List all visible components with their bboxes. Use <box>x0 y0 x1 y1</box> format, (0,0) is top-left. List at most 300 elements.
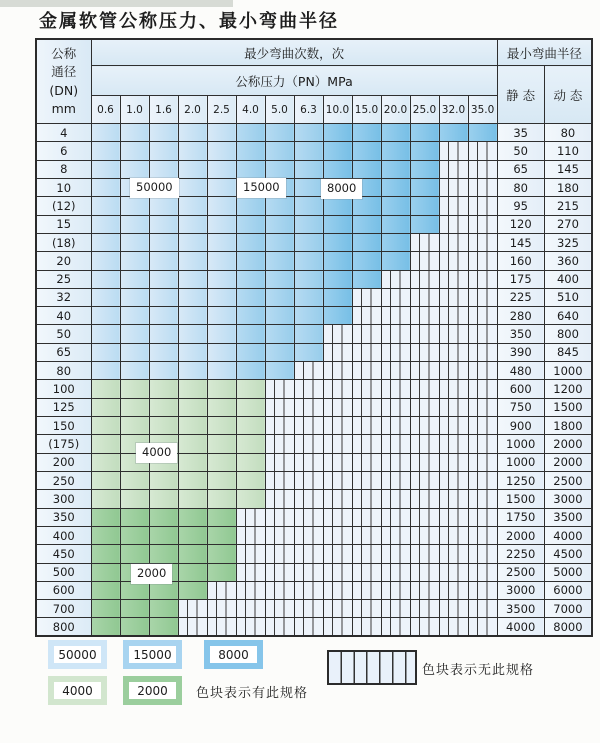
no-spec-cell <box>323 526 352 544</box>
no-spec-cell <box>468 453 497 471</box>
spec-cell <box>323 124 352 142</box>
spec-cell <box>236 160 265 178</box>
dn-cell: 50 <box>36 325 91 343</box>
spec-cell <box>323 307 352 325</box>
spec-cell <box>149 581 178 599</box>
no-spec-cell <box>381 453 410 471</box>
dn-header-line: 通径 <box>51 64 77 80</box>
spec-cell <box>352 124 381 142</box>
pressure-tick: 20.0 <box>381 96 410 124</box>
dn-cell: 450 <box>36 545 91 563</box>
static-radius-cell: 160 <box>497 252 544 270</box>
dn-cell: (12) <box>36 197 91 215</box>
no-spec-cell <box>381 343 410 361</box>
no-spec-cell <box>468 435 497 453</box>
spec-cell <box>207 307 236 325</box>
table-row <box>36 197 592 215</box>
no-spec-cell <box>439 197 468 215</box>
no-spec-cell <box>178 600 207 618</box>
no-spec-cell <box>323 600 352 618</box>
pressure-tick: 2.0 <box>178 96 207 124</box>
dynamic-radius-cell: 2500 <box>544 471 592 489</box>
no-spec-cell <box>323 471 352 489</box>
dn-cell: 4 <box>36 124 91 142</box>
spec-cell <box>265 142 294 160</box>
static-radius-cell: 3000 <box>497 581 544 599</box>
no-spec-cell <box>236 563 265 581</box>
spec-cell <box>236 380 265 398</box>
spec-cell <box>294 270 323 288</box>
no-spec-cell <box>236 545 265 563</box>
no-spec-cell <box>439 581 468 599</box>
spec-cell <box>236 471 265 489</box>
spec-cell <box>207 490 236 508</box>
static-radius-cell: 350 <box>497 325 544 343</box>
spec-cell <box>294 124 323 142</box>
no-spec-cell <box>352 563 381 581</box>
no-spec-cell <box>323 435 352 453</box>
no-spec-cell <box>323 545 352 563</box>
spec-cell <box>178 453 207 471</box>
dynamic-radius-cell: 360 <box>544 252 592 270</box>
no-spec-cell <box>265 600 294 618</box>
spec-cell <box>120 270 149 288</box>
spec-cell <box>120 526 149 544</box>
no-spec-cell <box>294 380 323 398</box>
no-spec-cell <box>236 581 265 599</box>
no-spec-cell <box>410 233 439 251</box>
spec-cell <box>149 197 178 215</box>
spec-cell <box>294 215 323 233</box>
no-spec-cell <box>352 435 381 453</box>
spec-cell <box>207 563 236 581</box>
table-row <box>36 508 592 526</box>
dynamic-radius-cell: 4500 <box>544 545 592 563</box>
no-spec-cell <box>439 453 468 471</box>
pressure-tick: 2.5 <box>207 96 236 124</box>
static-radius-cell: 480 <box>497 362 544 380</box>
no-spec-cell <box>410 618 439 636</box>
dynamic-radius-cell: 845 <box>544 343 592 361</box>
spec-cell <box>178 178 207 196</box>
spec-cell <box>265 233 294 251</box>
no-spec-cell <box>410 435 439 453</box>
no-spec-cell <box>381 398 410 416</box>
no-spec-cell <box>265 380 294 398</box>
table-row <box>36 453 592 471</box>
no-spec-cell <box>468 545 497 563</box>
spec-cell <box>120 197 149 215</box>
no-spec-cell <box>294 471 323 489</box>
no-spec-cell <box>439 380 468 398</box>
dn-cell: 125 <box>36 398 91 416</box>
no-spec-cell <box>352 343 381 361</box>
spec-cell <box>265 215 294 233</box>
no-spec-cell <box>265 618 294 636</box>
no-spec-cell <box>236 618 265 636</box>
legend-swatch-8000: 8000 <box>204 640 263 669</box>
pressure-group-header: 公称压力（PN）MPa <box>91 66 497 96</box>
no-spec-cell <box>468 270 497 288</box>
no-spec-cell <box>323 508 352 526</box>
dn-cell: 100 <box>36 380 91 398</box>
spec-cell <box>178 270 207 288</box>
no-spec-cell <box>381 563 410 581</box>
no-spec-cell <box>294 545 323 563</box>
spec-cell <box>91 343 120 361</box>
spec-cell <box>91 508 120 526</box>
spec-cell <box>120 618 149 636</box>
spec-cell <box>149 380 178 398</box>
spec-cell <box>381 215 410 233</box>
spec-cell <box>178 380 207 398</box>
no-spec-cell <box>468 417 497 435</box>
static-radius-cell: 280 <box>497 307 544 325</box>
spec-cell <box>381 178 410 196</box>
spec-cell <box>91 380 120 398</box>
no-spec-cell <box>468 307 497 325</box>
no-spec-cell <box>468 197 497 215</box>
spec-cell <box>178 581 207 599</box>
spec-cell <box>91 197 120 215</box>
no-spec-cell <box>468 178 497 196</box>
static-radius-cell: 120 <box>497 215 544 233</box>
spec-cell <box>207 197 236 215</box>
no-spec-cell <box>323 417 352 435</box>
no-spec-cell <box>439 160 468 178</box>
spec-cell <box>178 435 207 453</box>
dynamic-radius-cell: 1800 <box>544 417 592 435</box>
spec-cell <box>120 417 149 435</box>
no-spec-cell <box>410 490 439 508</box>
no-spec-cell <box>410 471 439 489</box>
no-spec-cell <box>439 178 468 196</box>
spec-cell <box>178 325 207 343</box>
spec-cell <box>178 417 207 435</box>
spec-cell <box>120 233 149 251</box>
spec-cell <box>149 600 178 618</box>
spec-cell <box>91 581 120 599</box>
dn-header-line: (DN) <box>49 82 79 98</box>
no-spec-cell <box>294 362 323 380</box>
no-spec-cell <box>410 380 439 398</box>
no-spec-cell <box>468 398 497 416</box>
static-radius-cell: 600 <box>497 380 544 398</box>
no-spec-cell <box>352 417 381 435</box>
spec-cell <box>265 343 294 361</box>
dn-cell: 8 <box>36 160 91 178</box>
spec-cell <box>294 233 323 251</box>
page-title: 金属软管公称压力、最小弯曲半径 <box>39 11 339 32</box>
dynamic-radius-cell: 215 <box>544 197 592 215</box>
no-spec-cell <box>352 307 381 325</box>
zone-cycles-label: 2000 <box>131 564 172 584</box>
zone-cycles-label: 4000 <box>136 443 177 463</box>
spec-cell <box>294 252 323 270</box>
dynamic-radius-cell: 325 <box>544 233 592 251</box>
no-spec-cell <box>410 270 439 288</box>
spec-cell <box>178 545 207 563</box>
spec-cell <box>207 362 236 380</box>
no-spec-cell <box>265 581 294 599</box>
spec-cell <box>381 233 410 251</box>
dynamic-radius-cell: 110 <box>544 142 592 160</box>
dn-cell: 600 <box>36 581 91 599</box>
spec-cell <box>178 288 207 306</box>
table-row <box>36 142 592 160</box>
spec-cell <box>236 362 265 380</box>
spec-cell <box>410 142 439 160</box>
static-radius-cell: 2500 <box>497 563 544 581</box>
spec-cell <box>207 508 236 526</box>
dynamic-radius-cell: 4000 <box>544 526 592 544</box>
no-spec-cell <box>265 398 294 416</box>
no-spec-cell <box>439 325 468 343</box>
pressure-tick: 1.0 <box>120 96 149 124</box>
static-radius-cell: 65 <box>497 160 544 178</box>
spec-cell <box>91 618 120 636</box>
no-spec-cell <box>468 160 497 178</box>
dynamic-radius-cell: 400 <box>544 270 592 288</box>
no-spec-cell <box>468 252 497 270</box>
dn-cell: 65 <box>36 343 91 361</box>
table-row <box>36 581 592 599</box>
no-spec-cell <box>207 581 236 599</box>
table-row <box>36 600 592 618</box>
spec-cell <box>323 233 352 251</box>
pressure-tick: 35.0 <box>468 96 497 124</box>
spec-cell <box>178 490 207 508</box>
table-row <box>36 160 592 178</box>
spec-cell <box>91 215 120 233</box>
no-spec-cell <box>410 417 439 435</box>
no-spec-cell <box>468 508 497 526</box>
spec-cell <box>91 325 120 343</box>
spec-cell <box>294 178 323 196</box>
spec-cell <box>323 142 352 160</box>
dynamic-radius-cell: 3500 <box>544 508 592 526</box>
spec-cell <box>120 215 149 233</box>
spec-cell <box>352 252 381 270</box>
pressure-tick: 4.0 <box>236 96 265 124</box>
spec-cell <box>207 178 236 196</box>
dn-cell: (175) <box>36 435 91 453</box>
no-spec-cell <box>352 471 381 489</box>
no-spec-cell <box>468 471 497 489</box>
dynamic-radius-cell: 640 <box>544 307 592 325</box>
no-spec-cell <box>352 398 381 416</box>
dn-header-line: 公称 <box>51 46 77 62</box>
no-spec-cell <box>294 618 323 636</box>
spec-cell <box>178 252 207 270</box>
dn-cell: 300 <box>36 490 91 508</box>
static-radius-cell: 390 <box>497 343 544 361</box>
static-radius-cell: 50 <box>497 142 544 160</box>
dynamic-header: 动 态 <box>544 66 592 124</box>
dn-cell: 32 <box>36 288 91 306</box>
spec-cell <box>410 160 439 178</box>
no-spec-cell <box>439 307 468 325</box>
no-spec-cell <box>294 600 323 618</box>
spec-cell <box>265 307 294 325</box>
table-row <box>36 563 592 581</box>
no-spec-cell <box>410 526 439 544</box>
static-radius-cell: 1000 <box>497 435 544 453</box>
no-spec-cell <box>439 252 468 270</box>
spec-cell <box>323 252 352 270</box>
spec-cell <box>265 270 294 288</box>
dynamic-radius-cell: 1500 <box>544 398 592 416</box>
no-spec-cell <box>323 453 352 471</box>
spec-cell <box>207 142 236 160</box>
spec-cell <box>91 600 120 618</box>
no-spec-cell <box>381 471 410 489</box>
no-spec-cell <box>439 508 468 526</box>
table-row <box>36 471 592 489</box>
spec-cell <box>91 435 120 453</box>
dynamic-radius-cell: 6000 <box>544 581 592 599</box>
no-spec-cell <box>323 581 352 599</box>
spec-cell <box>236 233 265 251</box>
dn-header-line: mm <box>51 100 76 116</box>
spec-cell <box>120 380 149 398</box>
zone-cycles-label: 50000 <box>130 178 179 198</box>
spec-cell <box>236 270 265 288</box>
spec-cell <box>236 343 265 361</box>
spec-cell <box>178 233 207 251</box>
dn-cell: 500 <box>36 563 91 581</box>
pressure-tick: 32.0 <box>439 96 468 124</box>
dynamic-radius-cell: 2000 <box>544 453 592 471</box>
no-spec-cell <box>352 600 381 618</box>
spec-cell <box>178 307 207 325</box>
no-spec-cell <box>265 508 294 526</box>
no-spec-cell <box>294 435 323 453</box>
no-spec-cell <box>410 288 439 306</box>
spec-cell <box>149 160 178 178</box>
static-radius-cell: 1250 <box>497 471 544 489</box>
no-spec-cell <box>294 490 323 508</box>
spec-cell <box>410 197 439 215</box>
dn-header-cell <box>36 39 91 124</box>
no-spec-cell <box>439 215 468 233</box>
spec-cell <box>149 618 178 636</box>
spec-cell <box>294 325 323 343</box>
no-spec-cell <box>410 508 439 526</box>
spec-cell <box>207 252 236 270</box>
no-spec-cell <box>468 526 497 544</box>
no-spec-cell <box>381 288 410 306</box>
dynamic-radius-cell: 1200 <box>544 380 592 398</box>
spec-cell <box>91 545 120 563</box>
spec-cell <box>91 398 120 416</box>
no-spec-cell <box>381 362 410 380</box>
static-radius-cell: 1750 <box>497 508 544 526</box>
spec-cell <box>178 197 207 215</box>
spec-cell <box>149 215 178 233</box>
spec-cell <box>207 545 236 563</box>
no-spec-cell <box>265 471 294 489</box>
spec-cell <box>149 471 178 489</box>
no-spec-cell <box>265 417 294 435</box>
spec-cell <box>120 600 149 618</box>
pressure-tick: 5.0 <box>265 96 294 124</box>
no-spec-cell <box>352 288 381 306</box>
table-row <box>36 526 592 544</box>
no-spec-cell <box>352 380 381 398</box>
spec-cell <box>149 508 178 526</box>
spec-cell <box>149 288 178 306</box>
spec-cell <box>352 160 381 178</box>
spec-cell <box>352 197 381 215</box>
spec-cell <box>207 453 236 471</box>
dn-cell: (18) <box>36 233 91 251</box>
table-row <box>36 435 592 453</box>
dynamic-radius-cell: 1000 <box>544 362 592 380</box>
no-spec-cell <box>439 343 468 361</box>
legend-swatch-2000: 2000 <box>123 676 182 705</box>
no-spec-cell <box>323 325 352 343</box>
spec-cell <box>91 124 120 142</box>
dn-cell: 400 <box>36 526 91 544</box>
dynamic-radius-cell: 5000 <box>544 563 592 581</box>
table-row <box>36 233 592 251</box>
spec-cell <box>265 362 294 380</box>
dynamic-radius-cell: 7000 <box>544 600 592 618</box>
spec-cell <box>178 471 207 489</box>
no-spec-cell <box>381 270 410 288</box>
spec-cell <box>236 490 265 508</box>
dynamic-radius-cell: 8000 <box>544 618 592 636</box>
spec-cell <box>207 270 236 288</box>
no-spec-cell <box>381 618 410 636</box>
spec-cell <box>120 545 149 563</box>
no-spec-cell <box>468 600 497 618</box>
legend-no-spec-swatch <box>327 650 417 685</box>
spec-cell <box>91 288 120 306</box>
spec-cell <box>149 490 178 508</box>
no-spec-cell <box>294 563 323 581</box>
static-radius-cell: 900 <box>497 417 544 435</box>
pressure-tick: 1.6 <box>149 96 178 124</box>
spec-cell <box>149 124 178 142</box>
spec-cell <box>91 270 120 288</box>
no-spec-cell <box>468 380 497 398</box>
static-radius-cell: 750 <box>497 398 544 416</box>
no-spec-cell <box>352 545 381 563</box>
spec-cell <box>207 160 236 178</box>
spec-cell <box>236 307 265 325</box>
static-radius-cell: 175 <box>497 270 544 288</box>
spec-cell <box>178 142 207 160</box>
table-row <box>36 307 592 325</box>
legend-swatch-15000: 15000 <box>123 640 182 669</box>
spec-cell <box>323 160 352 178</box>
table-row <box>36 288 592 306</box>
spec-cell <box>265 160 294 178</box>
table-row <box>36 215 592 233</box>
no-spec-cell <box>439 288 468 306</box>
spec-cell <box>265 288 294 306</box>
no-spec-cell <box>352 526 381 544</box>
dynamic-radius-cell: 180 <box>544 178 592 196</box>
legend-has-spec-text: 色块表示有此规格 <box>196 686 309 701</box>
spec-cell <box>439 124 468 142</box>
spec-cell <box>178 398 207 416</box>
no-spec-cell <box>265 545 294 563</box>
no-spec-cell <box>410 343 439 361</box>
spec-cell <box>207 124 236 142</box>
